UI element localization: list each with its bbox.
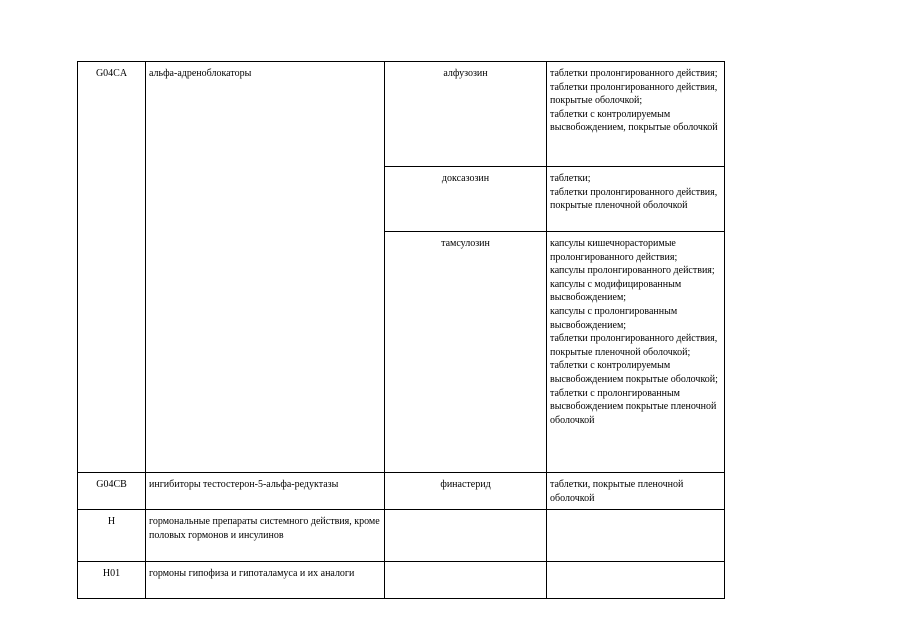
atc-code: H	[78, 510, 146, 562]
dosage-form: таблетки пролонгированного действия;	[550, 68, 718, 79]
drug-name-empty	[385, 510, 547, 562]
table-row	[78, 473, 725, 510]
drug-name: алфузозин	[385, 62, 547, 167]
atc-group: гормональные препараты системного действия, кроме половых гормонов и инсулинов	[146, 510, 385, 562]
dosage-forms	[547, 232, 725, 473]
dosage-form: таблетки, покрытые пленочной оболочкой	[550, 479, 684, 504]
table-row	[78, 562, 725, 599]
atc-group: гормоны гипофиза и гипоталамуса и их аналоги	[146, 562, 385, 599]
dosage-forms	[547, 473, 725, 510]
dosage-forms	[547, 62, 725, 167]
dosage-form: таблетки с контролируемым высвобождением покрытые оболочкой;	[550, 360, 718, 385]
dosage-form: капсулы пролонгированного действия;	[550, 265, 715, 277]
drug-name-empty	[385, 562, 547, 599]
dosage-forms-empty	[547, 510, 725, 562]
dosage-form: таблетки пролонгированного действия, покрытые пленочной оболочкой;	[550, 333, 718, 358]
table-row	[78, 510, 725, 562]
atc-group: альфа-адреноблокаторы	[146, 62, 385, 473]
drug-name: финастерид	[385, 473, 547, 510]
atc-code: G04CB	[78, 473, 146, 510]
drug-table	[77, 61, 725, 599]
dosage-forms-empty	[547, 562, 725, 599]
dosage-form: таблетки;	[550, 173, 591, 184]
dosage-form: таблетки с пролонгированным высвобождением покрытые пленочной оболочкой	[550, 387, 717, 426]
dosage-form: таблетки пролонгированного действия, покрытые пленочной оболочкой	[550, 186, 718, 212]
atc-code: H01	[78, 562, 146, 599]
dosage-form: капсулы с пролонгированным высвобождением;	[550, 305, 678, 331]
drug-name: тамсулозин	[385, 232, 547, 473]
dosage-form: капсулы с модифицированным высвобождением;	[550, 278, 682, 304]
dosage-forms	[547, 167, 725, 232]
dosage-form: капсулы кишечнорасторимые пролонгированного действия;	[550, 238, 678, 263]
dosage-form: таблетки с контролируемым высвобождением, покрытые оболочкой	[550, 108, 718, 134]
atc-group: ингибиторы тестостерон-5-альфа-редуктазы	[146, 473, 385, 510]
atc-code: G04CA	[78, 62, 146, 473]
table-row	[78, 62, 725, 167]
drug-name: доксазозин	[385, 167, 547, 232]
dosage-form: таблетки пролонгированного действия, покрытые оболочкой;	[550, 81, 718, 107]
